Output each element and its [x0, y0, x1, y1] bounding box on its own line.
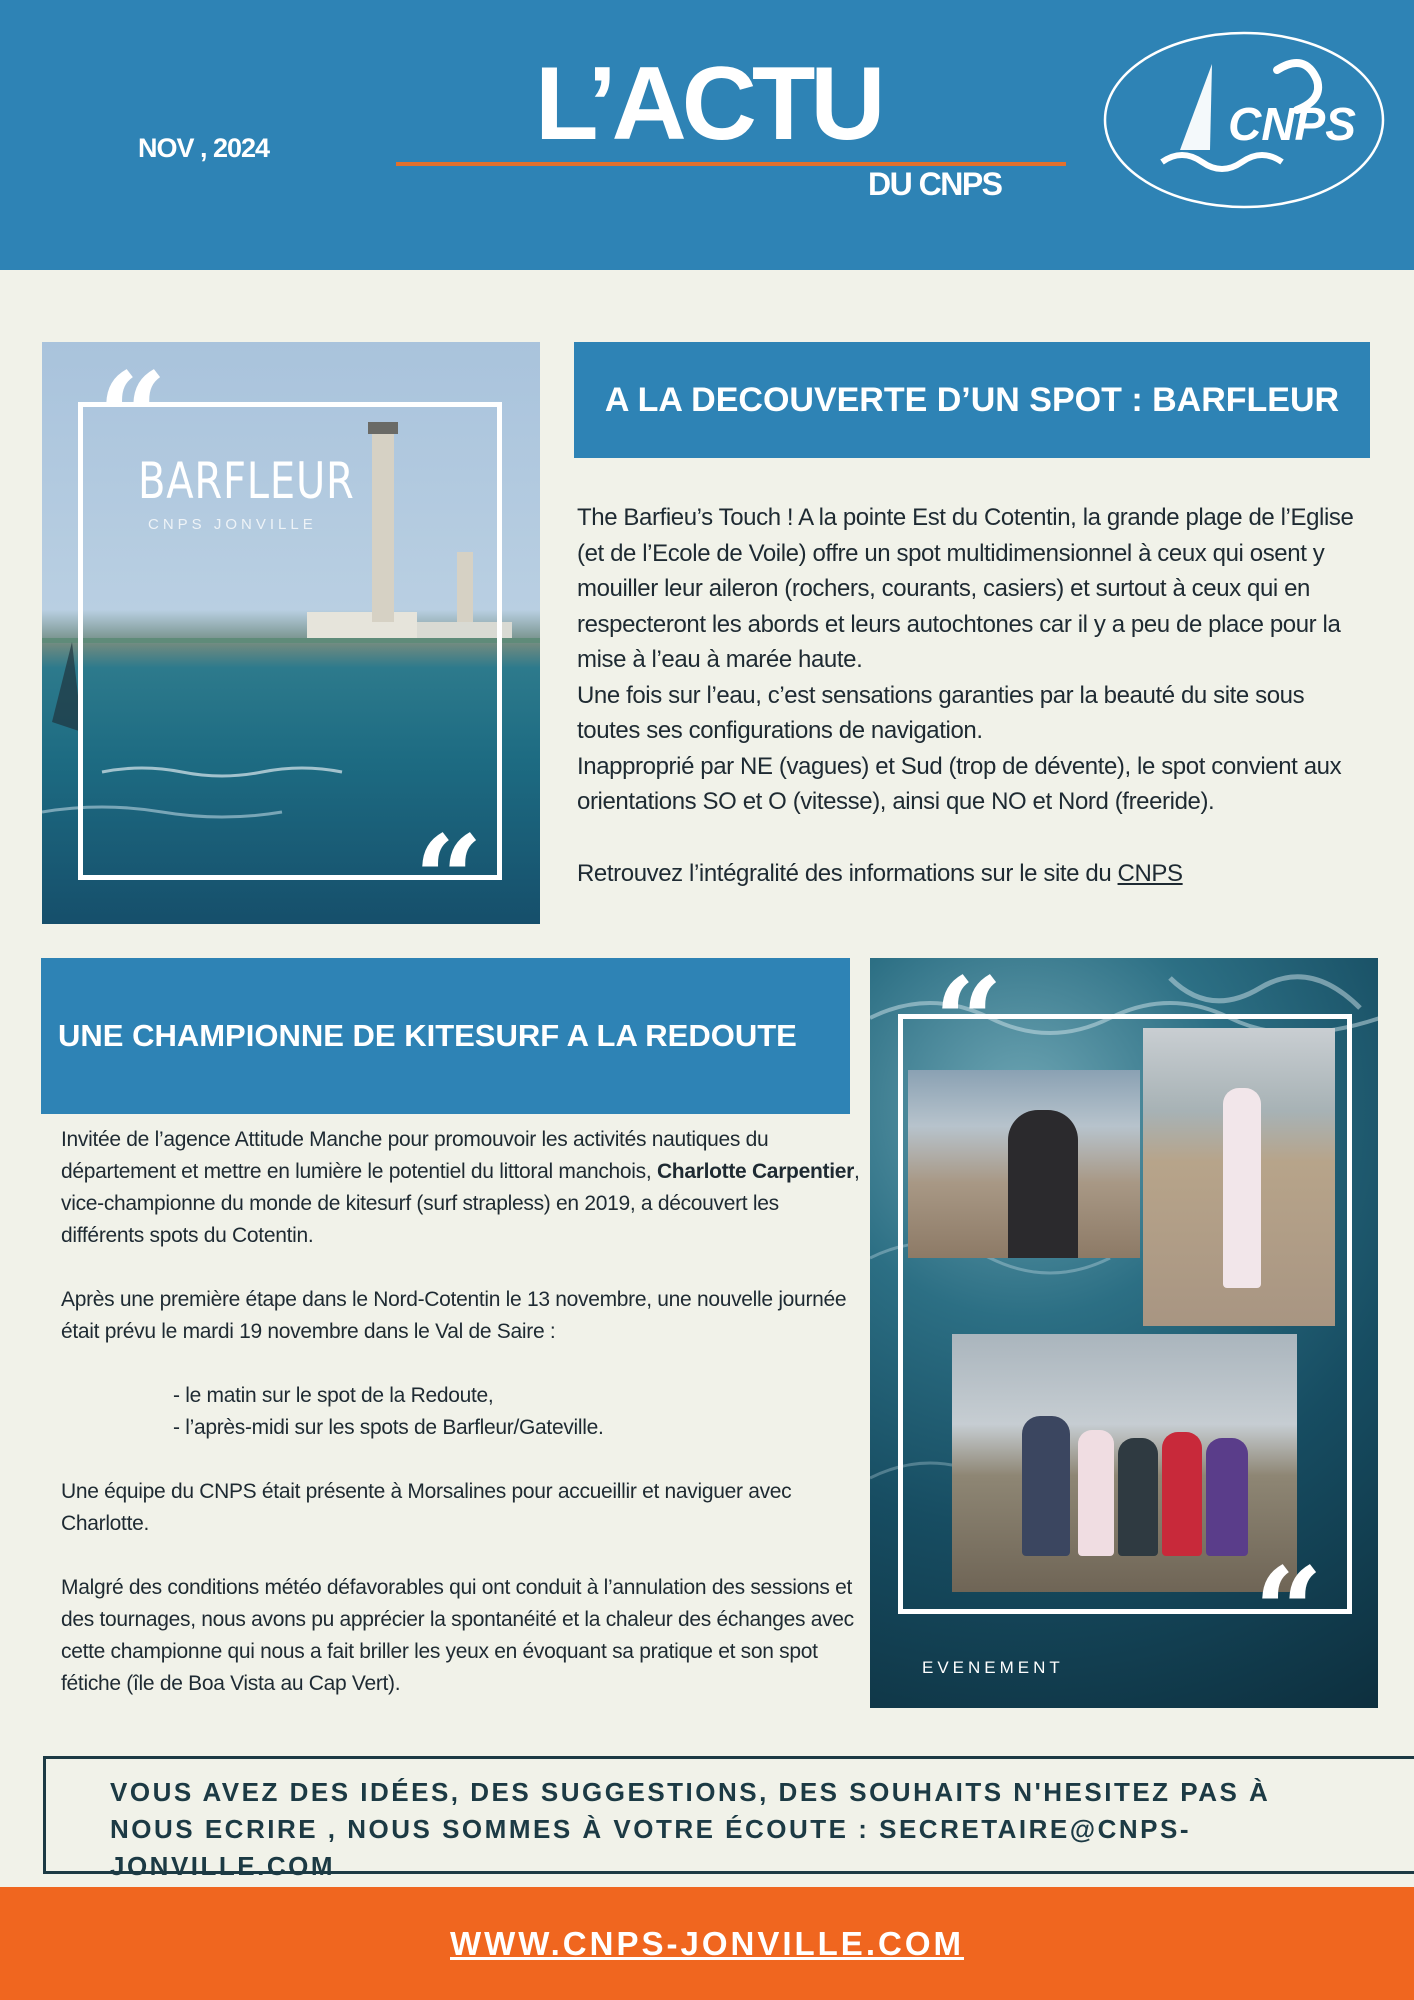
- photo-caption: EVENEMENT: [922, 1658, 1064, 1677]
- quote-open-icon: “: [98, 346, 168, 487]
- newsletter-subtitle: DU CNPS: [868, 166, 1002, 202]
- spot-article: [577, 500, 1373, 891]
- kite-paragraph-4: Malgré des conditions météo défavorables qui ont conduit à l’annulation des sessions et des tournages, nous avons pu apprécier la spontanéité et la chaleur des échanges avec cette championne qui nous a fait briller les yeux en évoquant sa pratique et son spot fétiche (île de Boa Vista au Cap Vert).: [61, 1576, 854, 1695]
- spot-heading-box: [574, 342, 1370, 458]
- kite-heading: UNE CHAMPIONNE DE KITESURF A LA REDOUTE: [58, 1018, 797, 1053]
- quote-open-icon: “: [934, 958, 1004, 1092]
- champion-beach-photo: [1143, 1028, 1335, 1326]
- barfleur-lighthouse-photo: [42, 342, 540, 924]
- spot-paragraph-3: Inapproprié par NE (vagues) et Sud (trop de dévente), le spot convient aux orientations SO et O (vitesse), ainsi que NO et Nord (freeride).: [577, 752, 1342, 815]
- cnps-logo: [1102, 30, 1386, 210]
- cnps-site-link[interactable]: CNPS: [1117, 859, 1183, 887]
- quote-close-icon: “: [1254, 1541, 1324, 1682]
- quote-close-icon: “: [414, 809, 484, 924]
- website-link[interactable]: WWW.CNPS-JONVILLE.COM: [450, 1924, 964, 1962]
- kite-paragraph-3: Une équipe du CNPS était présente à Morsalines pour accueillir et naviguer avec Charlotte.: [61, 1480, 792, 1535]
- newsletter-title: L’ACTU: [535, 46, 881, 162]
- issue-date: NOV , 2024: [138, 133, 270, 163]
- kite-paragraph-1: [61, 1124, 861, 1252]
- logo-text: CNPS: [1228, 98, 1356, 150]
- kite-intro-text-end: , vice-championne du monde de kitesurf (surf strapless) en 2019, a découvert les différents spots du Cotentin.: [61, 1160, 860, 1247]
- kite-article: [61, 1124, 861, 1732]
- spot-paragraph-1: The Barfieu’s Touch ! A la pointe Est du Cotentin, la grande plage de l’Eglise (et de l’Ecole de Voile) offre un spot multidimensionnel à ceux qui osent y mouiller leur aileron (rochers, courants, casiers) et surtout à ceux qui en respecteront les abords et leurs autochtones car il y a peu de place pour la mise à l’eau à marée haute.: [577, 504, 1354, 673]
- champion-portrait-photo: [908, 1070, 1140, 1258]
- photo-subtitle: CNPS JONVILLE: [148, 516, 317, 533]
- kite-schedule-list: [173, 1380, 861, 1444]
- photo-title: BARFLEUR: [138, 452, 355, 510]
- champion-name: Charlotte Carpentier: [656, 1160, 854, 1183]
- spot-heading: A LA DECOUVERTE D’UN SPOT : BARFLEUR: [604, 380, 1340, 419]
- kite-paragraph-2: Après une première étape dans le Nord-Cotentin le 13 novembre, une nouvelle journée était prévu le mardi 19 novembre dans le Val de Saire :: [61, 1288, 847, 1343]
- spot-link-line: [577, 856, 1373, 892]
- spot-link-prefix: Retrouvez l’intégralité des informations sur le site du: [577, 859, 1118, 887]
- contact-message: VOUS AVEZ DES IDÉES, DES SUGGESTIONS, DES SOUHAITS N'HESITEZ PAS À NOUS ECRIRE , NOUS SOMMES À VOTRE ÉCOUTE : SECRETAIRE@CNPS-JONVILLE.COM: [110, 1777, 1271, 1881]
- kite-heading-box: [41, 958, 850, 1114]
- list-item: - le matin sur le spot de la Redoute,: [173, 1384, 494, 1407]
- spot-paragraph-2: Une fois sur l’eau, c’est sensations garanties par la beauté du site sous toutes ses configurations de navigation.: [577, 681, 1305, 744]
- team-group-photo: [952, 1334, 1297, 1592]
- kitesurf-event-collage: [870, 958, 1378, 1708]
- kite-intro-text: Invitée de l’agence Attitude Manche pour promouvoir les activités nautiques du département et mettre en lumière le potentiel du littoral manchois,: [61, 1128, 769, 1183]
- list-item: - l’après-midi sur les spots de Barfleur/Gateville.: [173, 1416, 604, 1439]
